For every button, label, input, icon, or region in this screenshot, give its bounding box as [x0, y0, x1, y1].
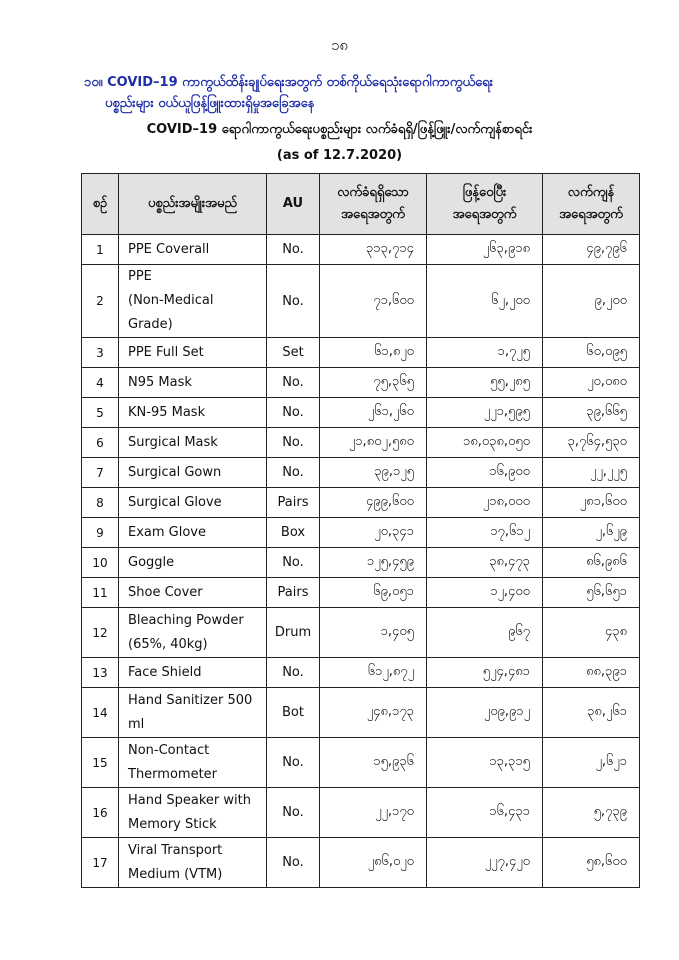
- table-row: [82, 838, 640, 888]
- table-row: [82, 265, 640, 338]
- item-name-line: Bleaching Powder: [128, 612, 244, 628]
- item-name: [119, 235, 267, 265]
- distributed-quantity: ၁၈,၀၃၈,၀၅၀: [427, 428, 543, 458]
- table-row: [82, 688, 640, 738]
- table-row: [82, 578, 640, 608]
- item-name: [119, 265, 267, 338]
- header-received-line1: လက်ခံရရှိသော: [337, 185, 409, 200]
- row-number: 3: [82, 338, 119, 368]
- balance-quantity: ၃,၇၆၄,၅၃၀: [543, 428, 640, 458]
- section-heading: [84, 72, 664, 114]
- item-name-line: Surgical Mask: [128, 434, 218, 450]
- table-row: [82, 428, 640, 458]
- item-name: [119, 458, 267, 488]
- table-row: [82, 398, 640, 428]
- distributed-quantity: ၂၂၇,၄၂၀: [427, 838, 543, 888]
- row-number: 16: [82, 788, 119, 838]
- row-number: 6: [82, 428, 119, 458]
- page-number: ၁၈: [330, 36, 348, 54]
- unit: No.: [267, 235, 320, 265]
- table-row: [82, 458, 640, 488]
- table-row: [82, 658, 640, 688]
- item-name-line: PPE: [128, 269, 152, 284]
- unit: No.: [267, 368, 320, 398]
- table-row: [82, 338, 640, 368]
- item-name-line: Exam Glove: [128, 524, 206, 540]
- item-name: [119, 548, 267, 578]
- item-name-line: PPE Full Set: [128, 344, 204, 360]
- distributed-quantity: ၁၃,၃၁၅: [427, 738, 543, 788]
- row-number: 7: [82, 458, 119, 488]
- distributed-quantity: ၁၇,၆၁၂: [427, 518, 543, 548]
- row-number: 12: [82, 608, 119, 658]
- item-name: [119, 658, 267, 688]
- received-quantity: ၆၉,၀၅၁: [320, 578, 427, 608]
- item-name-line: Shoe Cover: [128, 584, 203, 600]
- distributed-quantity: ၁၆,၄၃၁: [427, 788, 543, 838]
- header-distributed: [427, 174, 543, 235]
- row-number: 8: [82, 488, 119, 518]
- distributed-quantity: ၆၂,၂၀၀: [427, 265, 543, 338]
- inventory-table: [81, 173, 640, 888]
- received-quantity: ၆၁၂,၈၇၂: [320, 658, 427, 688]
- balance-quantity: ၈၈,၃၉၁: [543, 658, 640, 688]
- header-received-line2: အရေအတွက်: [341, 207, 405, 222]
- item-name: [119, 688, 267, 738]
- distributed-quantity: ၁၆,၉၀၀: [427, 458, 543, 488]
- unit: No.: [267, 838, 320, 888]
- balance-quantity: ၆၀,၀၉၅: [543, 338, 640, 368]
- item-name: [119, 608, 267, 658]
- item-name: [119, 518, 267, 548]
- item-name-line: Thermometer: [128, 766, 218, 782]
- item-name-line: KN-95 Mask: [128, 404, 206, 420]
- item-name: [119, 428, 267, 458]
- unit: No.: [267, 738, 320, 788]
- unit: Drum: [267, 608, 320, 658]
- item-name-line: PPE Coverall: [128, 241, 210, 257]
- item-name: [119, 368, 267, 398]
- table-row: [82, 738, 640, 788]
- header-item: ပစ္စည်းအမျိုးအမည်: [119, 174, 267, 235]
- header-no: စဉ်: [82, 174, 119, 235]
- balance-quantity: ၂၀,၀၈၀: [543, 368, 640, 398]
- received-quantity: ၂၆၁,၂၆၀: [320, 398, 427, 428]
- distributed-quantity: ၁၂,၄၀၀: [427, 578, 543, 608]
- table-row: [82, 488, 640, 518]
- unit: No.: [267, 548, 320, 578]
- distributed-quantity: ၂၁၈,၀၀၀: [427, 488, 543, 518]
- distributed-quantity: ၅၅,၂၈၅: [427, 368, 543, 398]
- received-quantity: ၃၉,၁၂၅: [320, 458, 427, 488]
- item-name: [119, 838, 267, 888]
- distributed-quantity: ၂၀၉,၉၁၂: [427, 688, 543, 738]
- row-number: 11: [82, 578, 119, 608]
- row-number: 14: [82, 688, 119, 738]
- unit: No.: [267, 398, 320, 428]
- balance-quantity: ၂၈၁,၆၀၀: [543, 488, 640, 518]
- distributed-quantity: ၂၂၁,၅၉၅: [427, 398, 543, 428]
- item-name-line: Face Shield: [128, 664, 202, 680]
- distributed-quantity: ၂၆၃,၉၁၈: [427, 235, 543, 265]
- distributed-quantity: ၃၈,၄၇၃: [427, 548, 543, 578]
- received-quantity: ၃၁၃,၇၁၄: [320, 235, 427, 265]
- balance-quantity: ၂၂,၂၂၅: [543, 458, 640, 488]
- balance-quantity: ၅၆,၆၅၁: [543, 578, 640, 608]
- item-name-line: Viral Transport: [128, 842, 223, 858]
- row-number: 4: [82, 368, 119, 398]
- unit: No.: [267, 265, 320, 338]
- item-name: [119, 398, 267, 428]
- as-of-date: (as of 12.7.2020): [276, 148, 403, 163]
- distributed-quantity: ၅၂၄,၄၈၁: [427, 658, 543, 688]
- header-au: AU: [267, 174, 320, 235]
- distributed-quantity: ၉၆၇: [427, 608, 543, 658]
- table-row: [82, 518, 640, 548]
- item-name-line: Goggle: [128, 554, 175, 570]
- balance-quantity: ၂,၆၂၉: [543, 518, 640, 548]
- balance-quantity: ၈၆,၉၈၆: [543, 548, 640, 578]
- unit: Bot: [267, 688, 320, 738]
- received-quantity: ၂၁,၈၀၂,၅၈၀: [320, 428, 427, 458]
- received-quantity: ၁၂၅,၄၅၉: [320, 548, 427, 578]
- item-name-line: Surgical Gown: [128, 464, 222, 480]
- item-name: [119, 738, 267, 788]
- unit: Pairs: [267, 488, 320, 518]
- section-heading-line2: ပစ္စည်းများ ဝယ်ယူဖြန့်ဖြူးထားရှိမှုအခြေအနေ: [105, 96, 315, 111]
- balance-quantity: ၂,၆၂၁: [543, 738, 640, 788]
- received-quantity: ၆၁,၈၂၀: [320, 338, 427, 368]
- row-number: 9: [82, 518, 119, 548]
- row-number: 1: [82, 235, 119, 265]
- distributed-quantity: ၁,၇၂၅: [427, 338, 543, 368]
- received-quantity: ၂၀,၃၄၁: [320, 518, 427, 548]
- table-row: [82, 548, 640, 578]
- unit: No.: [267, 458, 320, 488]
- item-name: [119, 338, 267, 368]
- row-number: 5: [82, 398, 119, 428]
- item-name-line: (65%, 40kg): [128, 636, 208, 652]
- unit: Pairs: [267, 578, 320, 608]
- row-number: 17: [82, 838, 119, 888]
- unit: No.: [267, 788, 320, 838]
- item-name-line: Surgical Glove: [128, 494, 222, 510]
- item-name: [119, 488, 267, 518]
- received-quantity: ၂၄၈,၁၇၃: [320, 688, 427, 738]
- header-distributed-line1: ဖြန့်ဝေပြီး: [462, 185, 507, 200]
- table-row: [82, 608, 640, 658]
- header-received: [320, 174, 427, 235]
- header-balance-line1: လက်ကျန်: [567, 185, 615, 200]
- row-number: 15: [82, 738, 119, 788]
- balance-quantity: ၅၈,၆၀၀: [543, 838, 640, 888]
- header-distributed-line2: အရေအတွက်: [452, 207, 517, 222]
- received-quantity: ၄၉၉,၆၀၀: [320, 488, 427, 518]
- item-name-line: Hand Speaker with: [128, 792, 251, 808]
- received-quantity: ၇၁,၆၀၀: [320, 265, 427, 338]
- balance-quantity: ၃၈,၂၆၁: [543, 688, 640, 738]
- unit: No.: [267, 658, 320, 688]
- item-name-line: Hand Sanitizer 500: [128, 692, 253, 708]
- received-quantity: ၇၅,၃၆၅: [320, 368, 427, 398]
- table-header-row: [82, 174, 640, 235]
- row-number: 13: [82, 658, 119, 688]
- table-row: [82, 788, 640, 838]
- section-heading-line1: ၁၀။ COVID–19 ကာကွယ်ထိန်းချုပ်ရေးအတွက် တစ်ကိုယ်ရေသုံးရောဂါကာကွယ်ရေး: [84, 75, 493, 90]
- item-name-line: Medium (VTM): [128, 866, 223, 882]
- item-name-line: Memory Stick: [128, 816, 217, 832]
- unit: Set: [267, 338, 320, 368]
- table-row: [82, 368, 640, 398]
- table-body: [82, 235, 640, 888]
- received-quantity: ၂၈၆,၀၂၀: [320, 838, 427, 888]
- balance-quantity: ၄၃၈: [543, 608, 640, 658]
- item-name-line: ml: [128, 716, 145, 732]
- item-name: [119, 578, 267, 608]
- received-quantity: ၁၅,၉၃၆: [320, 738, 427, 788]
- item-name-line: (Non-Medical Grade): [128, 293, 214, 332]
- item-name-line: Non-Contact: [128, 742, 210, 758]
- item-name-line: N95 Mask: [128, 374, 192, 390]
- table-row: [82, 235, 640, 265]
- received-quantity: ၁,၄၀၅: [320, 608, 427, 658]
- balance-quantity: ၄၉,၇၉၆: [543, 235, 640, 265]
- item-name: [119, 788, 267, 838]
- header-balance: [543, 174, 640, 235]
- header-balance-line2: အရေအတွက်: [559, 207, 623, 222]
- row-number: 2: [82, 265, 119, 338]
- balance-quantity: ၉,၂၀၀: [543, 265, 640, 338]
- balance-quantity: ၅,၇၃၉: [543, 788, 640, 838]
- unit: Box: [267, 518, 320, 548]
- unit: No.: [267, 428, 320, 458]
- balance-quantity: ၃၉,၆၆၅: [543, 398, 640, 428]
- row-number: 10: [82, 548, 119, 578]
- table-title: COVID–19 ရောဂါကာကွယ်ရေးပစ္စည်းများ လက်ခံရရှိ/ဖြန့်ဖြူး/လက်ကျန်စာရင်း: [146, 122, 533, 137]
- received-quantity: ၂၂,၁၇၀: [320, 788, 427, 838]
